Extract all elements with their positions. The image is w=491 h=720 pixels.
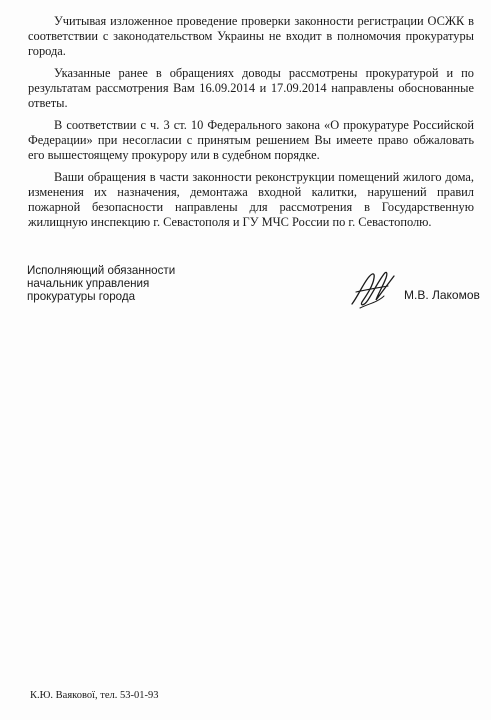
paragraph-appeal-right: В соответствии с ч. 3 ст. 10 Федерального закона «О прокуратуре Российской Федерации» при несогласии с принятым решением Вы имеете право обжаловать его вышестоящему прокурору или в судебном порядке. xyxy=(28,118,474,162)
paragraph-redirected: Ваши обращения в части законности реконструкции помещений жилого дома, изменения их назначения, демонтажа входной калитки, нарушений правил пожарной безопасности направлены для рассмотрения в Государственную жилищную инспекцию г. Севастополя и ГУ МЧС России по г. Севастополю. xyxy=(28,170,474,229)
signatory-position xyxy=(27,264,227,303)
position-line: Исполняющий обязанности xyxy=(27,264,176,277)
handwritten-signature xyxy=(348,266,400,312)
signer-name: М.В. Лакомов xyxy=(404,288,480,302)
paragraph-prior-answers: Указанные ранее в обращениях доводы рассмотрены прокуратурой и по результатам рассмотрения Вам 16.09.2014 и 17.09.2014 направлены обоснованные ответы. xyxy=(28,66,474,110)
position-line: начальник управления xyxy=(27,277,150,290)
paragraph-registration: Учитывая изложенное проведение проверки законности регистрации ОСЖК в соответствии с законодательством Украины не входит в полномочия прокуратуры города. xyxy=(28,14,474,58)
position-line: прокуратуры города xyxy=(27,290,136,303)
executor-contact: К.Ю. Ваякової, тел. 53-01-93 xyxy=(30,690,159,701)
letter-body xyxy=(28,14,474,237)
